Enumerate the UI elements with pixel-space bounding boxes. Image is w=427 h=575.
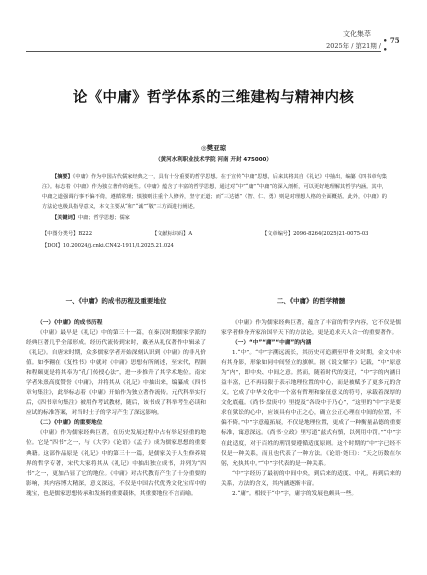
paragraph: “中”字经历了最初的中间中央，到后来的适度、中礼，再到后来的关系，方法的含义，其内涵逐渐丰富。	[221, 470, 401, 487]
abstract-label: 【摘要】	[52, 174, 73, 180]
meta-row	[42, 228, 387, 240]
journal-name: 文化集萃	[343, 30, 371, 38]
abstract-text: 《中庸》作为中国古代儒家经典之一，具有十分重要的哲学思想。在于宣传“中庸”思想，后来其将其自《礼记》中抽出，编纂《四书章句集注》。标志着《中庸》作为独立著作的诞生。《中庸》蕴含了丰富的哲学思想，通过对“中”“庸”“中庸”的深入剖析，可以更好地理解其哲学内涵。其中，中庸之道强调行事不偏不倚，遵循常理；慎独则注重个人修养，坚守正道；而“三达德”（智、仁、勇）则是对理想人格的全面概括。此外，《中庸》的方法论也极具指导意义，本文主要从“和”“诚”“敬”三方面进行阐述。	[42, 174, 387, 210]
section-title: 一、《中庸》的成书历程及重要地位	[65, 297, 167, 305]
subsection-title: （一）《中庸》的成书历程	[37, 320, 103, 326]
article-title: 论《中庸》哲学体系的三维建构与精神内核	[72, 90, 355, 106]
paragraph: 《中庸》最早是《礼记》中的第三十一篇，在秦汉时期儒家学派的经典巨著几乎全部形成。经历代流传到宋时，戴圣从礼仪著作中辑录了《礼记》。自唐宋时期，众多儒家学者开始深刻认识到《中庸》的非凡价值。如李翱在《复性书》中就对《中庸》思想有所阐述，至宋代，程颢和程颐更是将其奉为“孔门传授心法”，进一步推升了其学术地位。南宋学者朱熹高度赞誉《中庸》，并将其从《礼记》中抽出来，编纂成《四书章句集注》，此举标志着《中庸》开始作为独立著作流传。元代科举实行后，《四书章句集注》被用作考试教材，随后，该书成了科举考生必读和应试的标准答案，对当时士子的学习产生了深远影响。	[26, 330, 206, 417]
header-rule	[26, 51, 381, 52]
subsection-title: （二）《中庸》的重要地位	[37, 420, 103, 427]
document-code: 【文献标识码】A	[152, 231, 193, 237]
issue-line: 2025年 / 第21期 /	[326, 42, 381, 50]
section-title: 二、《中庸》的哲学精髓	[276, 297, 346, 305]
article-number: 【文章编号】2096-8264(2025)21-0075-03	[262, 231, 369, 237]
keywords	[42, 213, 387, 223]
abstract	[42, 172, 387, 212]
author-name: ◎樊亚琼	[200, 144, 227, 152]
article-meta	[42, 228, 387, 252]
right-column	[221, 290, 401, 499]
paragraph: 《中庸》作为儒家经典巨著，在历史发展过程中占有举足轻重的地位。它是“四书”之一，与《大学》《论语》《孟子》成为儒家思想的重要典籍。这部作品原是《礼记》中的第三十一篇，是儒家关于人生修养境界的哲学专著，宋代大家将其从《礼记》中抽出独立成书，并列为“四书”之一，更加凸显了它的地位。《中庸》对古代教育产生了十分重要的影响，其内容博大精深，意义深远，不仅是中国古代优秀文化宝库中的瑰宝，也是儒家思想传承和发扬的重要载体，其重要地位不言而喻。	[26, 430, 206, 497]
meta-row	[42, 240, 387, 252]
subsection-title: （一）“中”“庸”“中庸”的内涵	[232, 340, 312, 347]
paragraph: 《中庸》作为儒家经典巨著，蕴含了丰富的哲学内容，它不仅是儒家学者修身齐家治国平天下的方法论，更是追求天人合一的重要著作。	[221, 320, 401, 337]
paragraph: 2.“庸”。相较于“中”字，庸字的发展也颇具一些。	[232, 490, 358, 497]
author-affiliation: （黄河水利职业技术学院 河南 开封 475000）	[155, 157, 272, 163]
keywords-label: 【关键词】	[52, 215, 78, 221]
paragraph: 1.“中”。“中”字溯远流长，其历史可追溯至甲骨文时期，金文中亦有其身影，形象如同中间竖立的旗帜。据《说文解字》记载，“中”原意为“内”，即中央、中间之意。然而，随着时代的变迁，“中”字的内涵日益丰富，已不再局限于表示地理位置的中心，而是被赋予了更多元的含义。它成了中华文化中一个富有哲理和象征意义的符号，承载着深厚的文化底蕴。《尚书·盘庚中》里提及“各设中于乃心”，“这里的“中”字是要求在狱讼的心中，应该具有中正之心，确立公正心理在中间的位置，不偏不倚。”中”字意蕴拓展，不仅是地理位置，更成了一种衡量品德的重要标准，寓意深远。《尚书·立政》里写道“兹式有慎，以列用中罚。”“中”字在此适度，对于百姓的刑罚要遵循适度原则。这个时期的“中”字已经不仅是一种关系，而且也代表了一种方法。《论语·尧曰》：“天之历数在尔躬，允执其中。”“中”字代表的是一种关系。	[221, 350, 401, 467]
doi: 【DOI】10.20024/j.cnki.CN42-1911/I.2025.21.024	[42, 243, 174, 249]
page-number: • 75 •	[383, 36, 400, 54]
keywords-text: 中庸；哲学思想；儒家	[77, 215, 130, 221]
classification-number: 【中图分类号】B222	[42, 231, 93, 237]
left-column	[26, 290, 206, 499]
